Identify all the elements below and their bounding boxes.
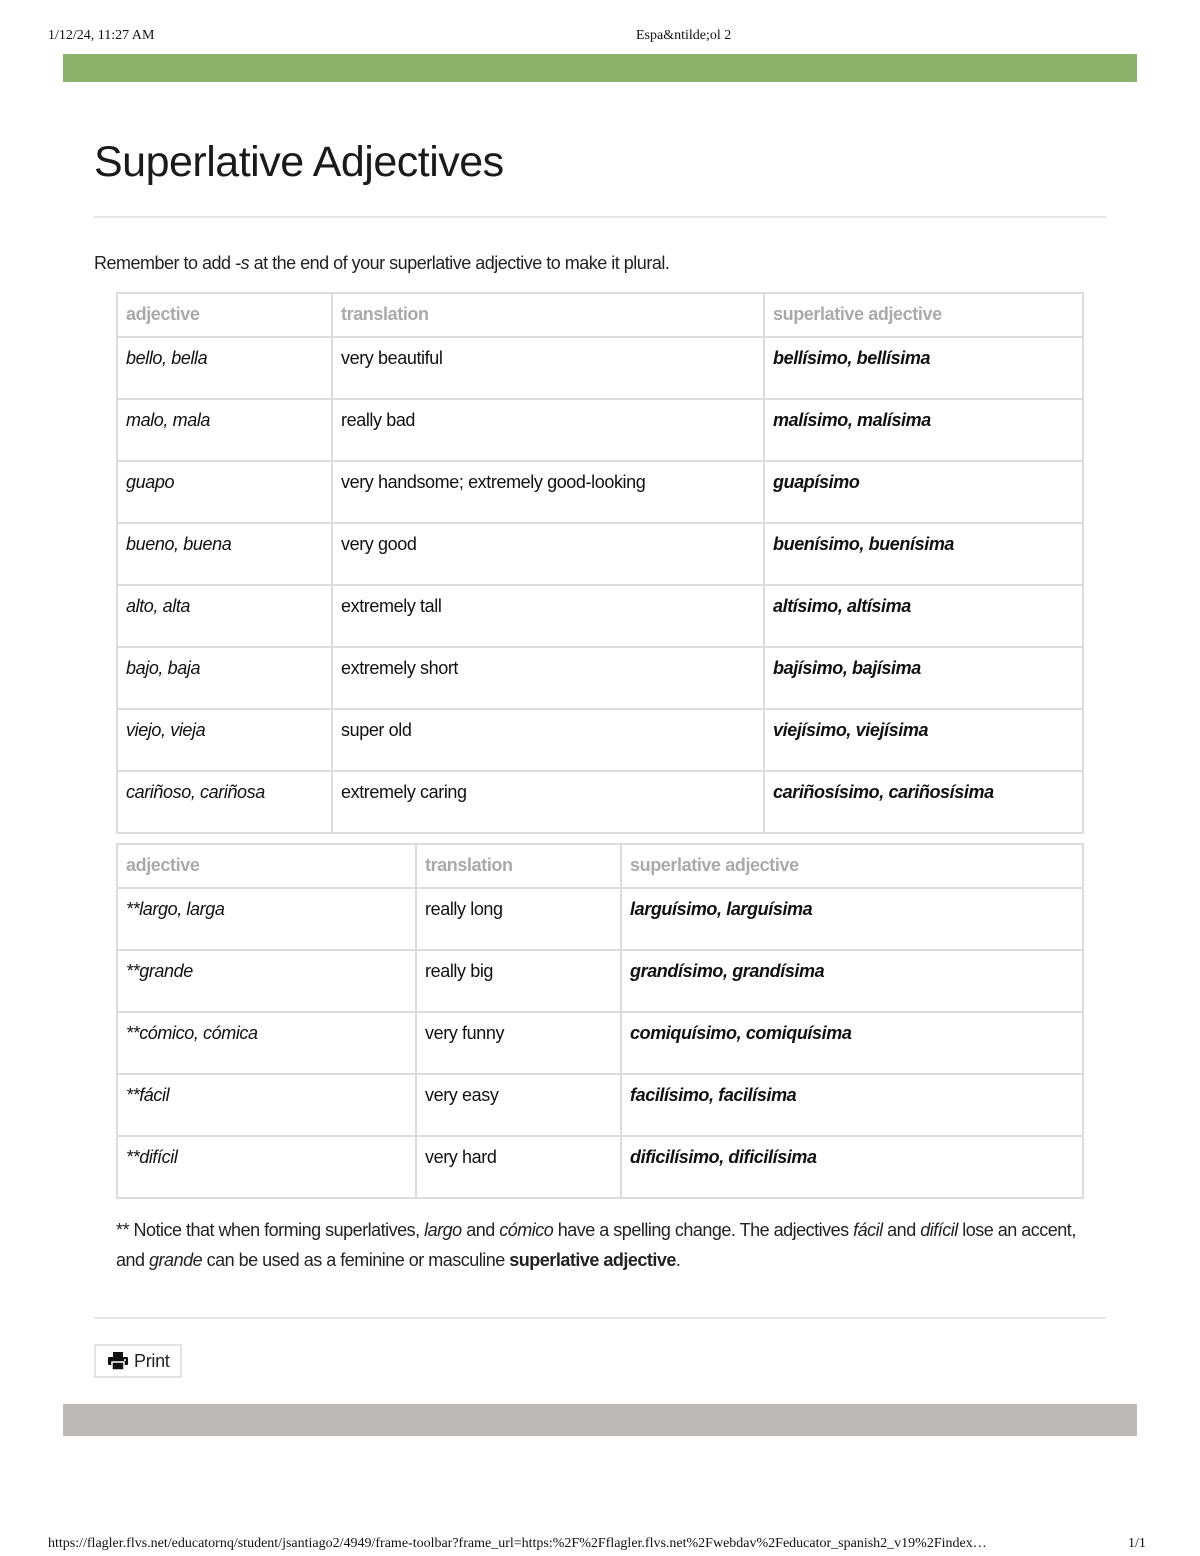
page-title: Superlative Adjectives <box>94 138 504 186</box>
superlative-cell: cariñosísimo, cariñosísima <box>764 771 1083 833</box>
translation-cell: extremely caring <box>332 771 764 833</box>
table-row <box>117 1136 1083 1198</box>
print-button-label: Print <box>134 1350 170 1371</box>
adjective-cell: malo, mala <box>117 399 332 461</box>
table-row <box>117 585 1083 647</box>
plural-suffix: -s <box>235 253 250 273</box>
adjective-cell: **largo, larga <box>117 888 416 950</box>
table-row <box>117 888 1083 950</box>
intro-text: Remember to add -s at the end of your superlative adjective to make it plural. <box>94 253 670 273</box>
superlative-cell: guapísimo <box>764 461 1083 523</box>
superlative-cell: grandísimo, grandísima <box>621 950 1083 1012</box>
table-row <box>117 523 1083 585</box>
superlative-cell: bajísimo, bajísima <box>764 647 1083 709</box>
table-row <box>117 771 1083 833</box>
header-translation: translation <box>416 844 621 888</box>
superlatives-table-2 <box>116 843 1084 1199</box>
translation-cell: extremely short <box>332 647 764 709</box>
table-row <box>117 950 1083 1012</box>
note-word-facil: fácil <box>853 1220 883 1240</box>
adjective-cell: alto, alta <box>117 585 332 647</box>
divider <box>94 216 1106 218</box>
superlative-cell: larguísimo, larguísima <box>621 888 1083 950</box>
translation-cell: very hard <box>416 1136 621 1198</box>
superlative-cell: altísimo, altísima <box>764 585 1083 647</box>
translation-cell: really big <box>416 950 621 1012</box>
printer-icon <box>108 1352 128 1370</box>
adjective-cell: cariñoso, cariñosa <box>117 771 332 833</box>
spelling-change-note: ** Notice that when forming superlatives, largo and cómico have a spelling change. The adjectives fácil and difícil lose an accent, and grande can be used as a feminine or masculine superlative adjective. <box>116 1220 1076 1270</box>
divider <box>94 1317 1106 1319</box>
superlative-cell: buenísimo, buenísima <box>764 523 1083 585</box>
note-strong-term: superlative adjective <box>509 1250 676 1270</box>
table-row <box>117 1074 1083 1136</box>
translation-cell: really bad <box>332 399 764 461</box>
adjective-cell: viejo, vieja <box>117 709 332 771</box>
superlative-cell: bellísimo, bellísima <box>764 337 1083 399</box>
adjective-cell: **fácil <box>117 1074 416 1136</box>
translation-cell: very beautiful <box>332 337 764 399</box>
superlative-cell: dificilísimo, dificilísima <box>621 1136 1083 1198</box>
adjective-cell: bueno, buena <box>117 523 332 585</box>
note-word-comico: cómico <box>499 1220 554 1240</box>
table-header-row <box>117 844 1083 888</box>
header-translation: translation <box>332 293 764 337</box>
table-row <box>117 337 1083 399</box>
superlative-cell: facilísimo, facilísima <box>621 1074 1083 1136</box>
print-page-number: 1/1 <box>1128 1536 1146 1551</box>
table-row <box>117 647 1083 709</box>
translation-cell: really long <box>416 888 621 950</box>
note-word-grande: grande <box>149 1250 203 1270</box>
table-row <box>117 461 1083 523</box>
adjective-cell: **cómico, cómica <box>117 1012 416 1074</box>
print-url: https://flagler.flvs.net/educatornq/student/jsantiago2/4949/frame-toolbar?frame_url=https:%2F%2Fflagler.flvs.net%2Fwebdav%2Feducator_spanish2_v19%2Findex… <box>48 1536 987 1551</box>
adjective-cell: guapo <box>117 461 332 523</box>
table-row <box>117 1012 1083 1074</box>
adjective-cell: bajo, baja <box>117 647 332 709</box>
print-datetime: 1/12/24, 11:27 AM <box>48 28 155 43</box>
note-word-dificil: difícil <box>920 1220 958 1240</box>
top-accent-bar <box>63 54 1137 82</box>
print-page-title: Espa&ntilde;ol 2 <box>636 28 732 43</box>
translation-cell: very funny <box>416 1012 621 1074</box>
superlatives-table-1 <box>116 292 1084 834</box>
header-superlative: superlative adjective <box>764 293 1083 337</box>
superlative-cell: comiquísimo, comiquísima <box>621 1012 1083 1074</box>
table-row <box>117 709 1083 771</box>
translation-cell: very easy <box>416 1074 621 1136</box>
superlative-cell: viejísimo, viejísima <box>764 709 1083 771</box>
header-adjective: adjective <box>117 293 332 337</box>
header-superlative: superlative adjective <box>621 844 1083 888</box>
header-adjective: adjective <box>117 844 416 888</box>
print-footer <box>0 1536 1200 1556</box>
superlative-cell: malísimo, malísima <box>764 399 1083 461</box>
note-word-largo: largo <box>424 1220 462 1240</box>
table-header-row <box>117 293 1083 337</box>
translation-cell: very handsome; extremely good-looking <box>332 461 764 523</box>
print-button[interactable] <box>94 1344 182 1378</box>
translation-cell: super old <box>332 709 764 771</box>
print-header <box>0 28 1200 48</box>
table-row <box>117 399 1083 461</box>
bottom-accent-bar <box>63 1404 1137 1436</box>
translation-cell: very good <box>332 523 764 585</box>
adjective-cell: **difícil <box>117 1136 416 1198</box>
translation-cell: extremely tall <box>332 585 764 647</box>
adjective-cell: bello, bella <box>117 337 332 399</box>
adjective-cell: **grande <box>117 950 416 1012</box>
